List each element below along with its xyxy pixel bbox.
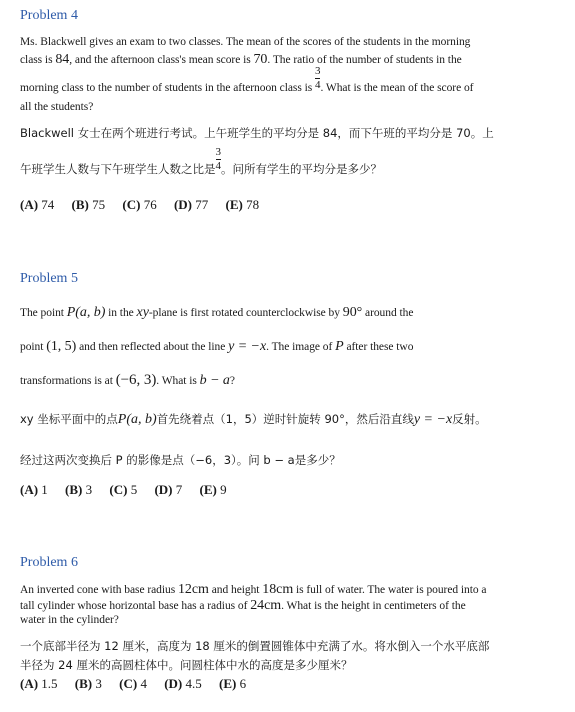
p5-choices (20, 482, 241, 498)
p5-choice-e[interactable]: (E) 9 (199, 482, 227, 497)
p6-zh-line-2: 半径为 24 厘米的高圆柱体中。问圆柱体中水的高度是多少厘米？ (20, 658, 353, 672)
p4-choice-a[interactable]: (A) 74 (20, 197, 55, 212)
p5-choice-c[interactable]: (C) 5 (109, 482, 138, 497)
p5-zh-line-1: xy 坐标平面中的点P(a, b)首先绕着点（1，5）逆时针旋转 90°，然后沿直线y = −x反射。 (20, 412, 487, 427)
p6-choice-d[interactable]: (D) 4.5 (164, 676, 202, 691)
p4-choice-d[interactable]: (D) 77 (173, 197, 209, 212)
p5-en-line-3: transformations is at (−6, 3). What is b − a? (20, 372, 235, 388)
p4-en-line-1: Ms. Blackwell gives an exam to two classes. The mean of the scores of the students in the morning (20, 36, 471, 48)
p6-choice-e[interactable]: (E) 6 (218, 676, 247, 691)
p6-choice-a[interactable]: (A) 1.5 (20, 676, 58, 691)
p4-choices (20, 197, 273, 213)
p6-zh-line-1: 一个底部半径为 12 厘米，高度为 18 厘米的倒置圆锥体中充满了水。将水倒入一个水平底部 (20, 639, 490, 653)
p4-zh-line-1: Blackwell 女士在两个班进行考试。上午班学生的平均分是 84，而下午班的平均分是 70。上 (20, 126, 494, 140)
p4-en-line-2: class is 84, and the afternoon class's mean score is 70. The ratio of the number of students in the (20, 52, 462, 67)
problem-4-title: Problem 4 (20, 8, 78, 23)
p4-en-line-3: morning class to the number of students in the afternoon class is $\frac{3}{4}$ . What is the mean of the score of (20, 65, 474, 95)
p4-en-line-4: all the students? (20, 101, 94, 113)
p5-choice-b[interactable]: (B) 3 (65, 482, 93, 497)
p5-choice-a[interactable]: (A) 1 (20, 482, 48, 497)
p6-en-line-2: tall cylinder whose horizontal base has a radius of 24cm. What is the height in centimeters of the (20, 598, 466, 613)
p6-choice-b[interactable]: (B) 3 (74, 676, 102, 691)
p6-en-line-1: An inverted cone with base radius 12cm and height 18cm is full of water. The water is poured into a (20, 582, 487, 597)
p4-choice-b[interactable]: (B) 75 (71, 197, 106, 212)
p4-choice-c[interactable]: (C) 76 (122, 197, 157, 212)
p4-fraction: $\frac{3}{4}$ (315, 65, 321, 91)
problem-5-title: Problem 5 (20, 271, 78, 286)
p6-en-line-3: water in the cylinder? (20, 614, 119, 626)
p4-zh-fraction: $\frac{3}{4}$ (215, 146, 221, 172)
p6-choice-c[interactable]: (C) 4 (119, 676, 147, 691)
p5-zh-line-2: 经过这两次变换后 P 的影像是点（−6，3）。问 b − a是多少？ (20, 453, 341, 467)
p4-zh-line-2: 午班学生人数与下午班学生人数之比是 $\frac{3}{4}$ 。问所有学生的平均分是多少？ (20, 146, 382, 176)
p6-choices (20, 676, 260, 692)
p5-en-line-1: The point P(a, b) in the xy-plane is first rotated counterclockwise by 90° around the (20, 305, 414, 320)
p4-choice-e[interactable]: (E) 78 (225, 197, 260, 212)
p5-en-line-2: point (1, 5) and then reflected about the line y = −x. The image of P after these two (20, 339, 414, 354)
problem-6-title: Problem 6 (20, 555, 78, 570)
p5-choice-d[interactable]: (D) 7 (154, 482, 183, 497)
